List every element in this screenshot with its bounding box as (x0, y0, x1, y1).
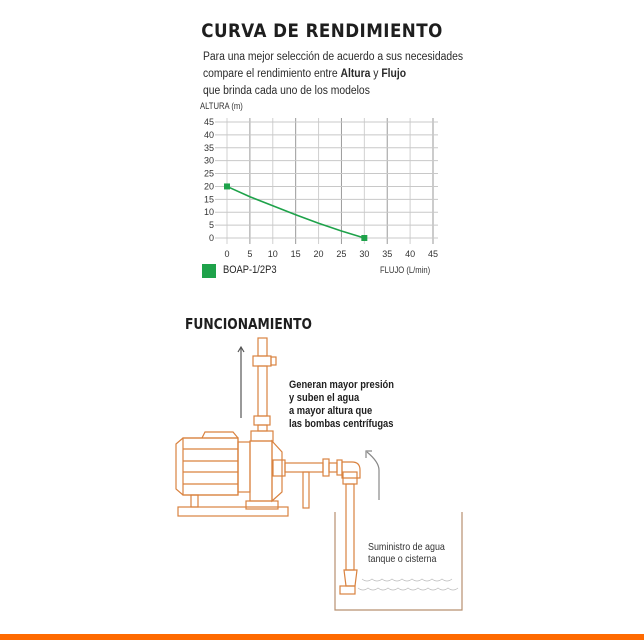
y-tick-label: 15 (203, 194, 214, 205)
water-waves (358, 579, 458, 590)
y-tick-label: 0 (208, 233, 214, 243)
intro-line-3: que brinda cada uno de los modelos (203, 85, 370, 97)
legend-label: BOAP-1/2P3 (223, 264, 277, 276)
section-title: FUNCIONAMIENTO (185, 315, 312, 333)
y-tick-label: 10 (203, 207, 214, 218)
tank-note: Suministro de agua tanque o cisterna (368, 541, 445, 565)
intro-line-1: Para una mejor selección de acuerdo a sus necesidades (203, 51, 464, 63)
pump-note: Generan mayor presión y suben el agua a mayor altura que las bombas centrífugas (289, 379, 394, 430)
x-tick-label: 10 (267, 249, 278, 259)
motor (176, 432, 250, 495)
y-tick-label: 20 (203, 181, 214, 192)
x-tick-label: 0 (224, 249, 230, 259)
flow-up-arrow-icon (238, 347, 244, 418)
x-axis-title: FLUJO (L/min) (380, 265, 431, 275)
chart-title: CURVA DE RENDIMIENTO (201, 20, 443, 42)
pump-head (246, 441, 285, 509)
x-tick-label: 15 (290, 249, 301, 259)
y-tick-label: 45 (203, 117, 214, 127)
y-tick-label: 5 (208, 220, 214, 231)
x-tick-label: 30 (359, 249, 370, 259)
altura-keyword: Altura (340, 68, 371, 80)
flujo-keyword: Flujo (381, 68, 407, 80)
flow-return-arrow-icon (366, 451, 379, 500)
x-tick-label: 45 (427, 249, 439, 259)
y-axis-title: ALTURA (m) (200, 101, 243, 111)
y-tick-label: 35 (203, 142, 214, 153)
suction-pipe (285, 459, 360, 594)
bottom-accent-bar (0, 634, 644, 640)
y-tick-label: 40 (203, 129, 214, 140)
y-tick-label: 30 (203, 155, 214, 166)
x-tick-label: 20 (313, 249, 324, 259)
intro-line-2: compare el rendimiento entre Altura y Flujo (203, 68, 407, 80)
x-tick-label: 35 (382, 249, 393, 259)
discharge-pipe (251, 338, 276, 441)
x-tick-label: 40 (405, 249, 416, 259)
y-tick-label: 25 (203, 168, 214, 179)
x-tick-label: 25 (336, 249, 347, 259)
x-tick-label: 5 (247, 249, 253, 259)
